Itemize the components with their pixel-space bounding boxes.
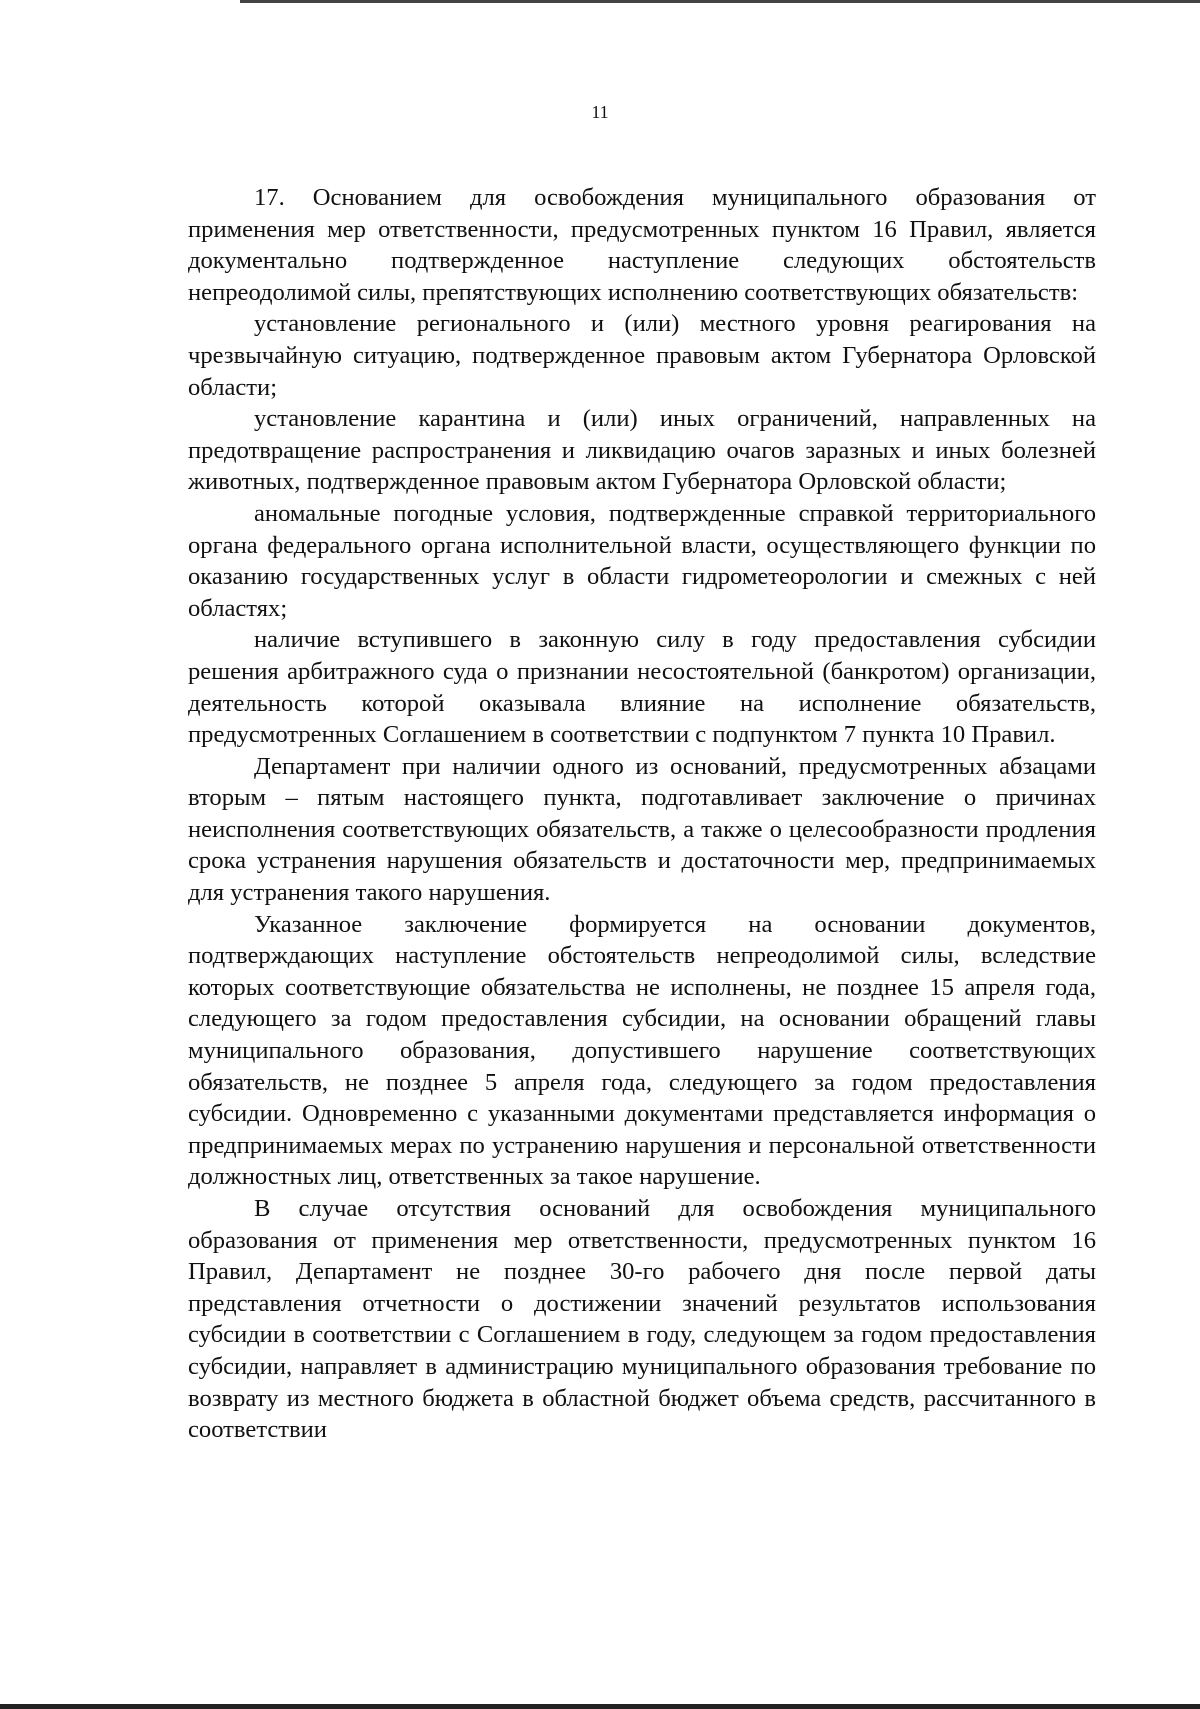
paragraph-department-conclusion: Департамент при наличии одного из оснований, предусмотренных абзацами вторым – пятым настоящего пункта, подготавливает заключение о причинах неисполнения соответствующих обязательств, а также о целесообразности продления срока устранения нарушения обязательств и достаточности мер, предпринимаемых для устранения такого нарушения. (188, 752, 1096, 907)
document-body (188, 182, 1096, 1446)
paragraph-refund-requirement: В случае отсутствия оснований для освобождения муниципального образования от применения мер ответственности, предусмотренных пунктом 16 Правил, Департамент не позднее 30-го рабочего дня после первой даты представления отчетности о достижении значений результатов использования субсидии в соответствии с Соглашением в году, следующем за годом предоставления субсидии, направляет в администрацию муниципального образования требование по возврату из местного бюджета в областной бюджет объема средств, рассчитанного в соответствии (188, 1195, 1096, 1444)
paragraph-conclusion-formation: Указанное заключение формируется на основании документов, подтверждающих наступление обстоятельств непреодолимой силы, вследствие которых соответствующие обязательства не исполнены, не позднее 15 апреля года, следующего за годом предоставления субсидии, на основании обращений главы муниципального образования, допустившего нарушение соответствующих обязательств, не позднее 5 апреля года, следующего за годом предоставления субсидии. Одновременно с указанными документами представляется информация о предпринимаемых мерах по устранению нарушения и персональной ответственности должностных лиц, ответственных за такое нарушение. (188, 910, 1096, 1191)
paragraph-17-intro: 17. Основанием для освобождения муниципального образования от применения мер ответственности, предусмотренных пунктом 16 Правил, является документально подтвержденное наступление следующих обстоятельств непреодолимой силы, препятствующих исполнению соответствующих обязательств: (188, 184, 1096, 306)
paragraph-quarantine: установление карантина и (или) иных ограничений, направленных на предотвращение распространения и ликвидацию очагов заразных и иных болезней животных, подтвержденное правовым актом Губернатора Орловской области; (188, 405, 1096, 496)
paragraph-bankruptcy: наличие вступившего в законную силу в году предоставления субсидии решения арбитражного суда о признании несостоятельной (банкротом) организации, деятельность которой оказывала влияние на исполнение обязательств, предусмотренных Соглашением в соответствии с подпунктом 7 пункта 10 Правил. (188, 626, 1096, 749)
bottom-edge-rule (0, 1704, 1200, 1709)
paragraph-weather-conditions: аномальные погодные условия, подтвержденные справкой территориального органа федерального органа исполнительной власти, осуществляющего функции по оказанию государственных услуг в области гидрометеорологии и смежных с ней областях; (188, 499, 1096, 622)
page-number: 11 (591, 102, 609, 122)
paragraph-emergency-response: установление регионального и (или) местного уровня реагирования на чрезвычайную ситуацию, подтвержденное правовым актом Губернатора Орловской области; (188, 310, 1096, 401)
top-edge-rule (240, 0, 1200, 3)
